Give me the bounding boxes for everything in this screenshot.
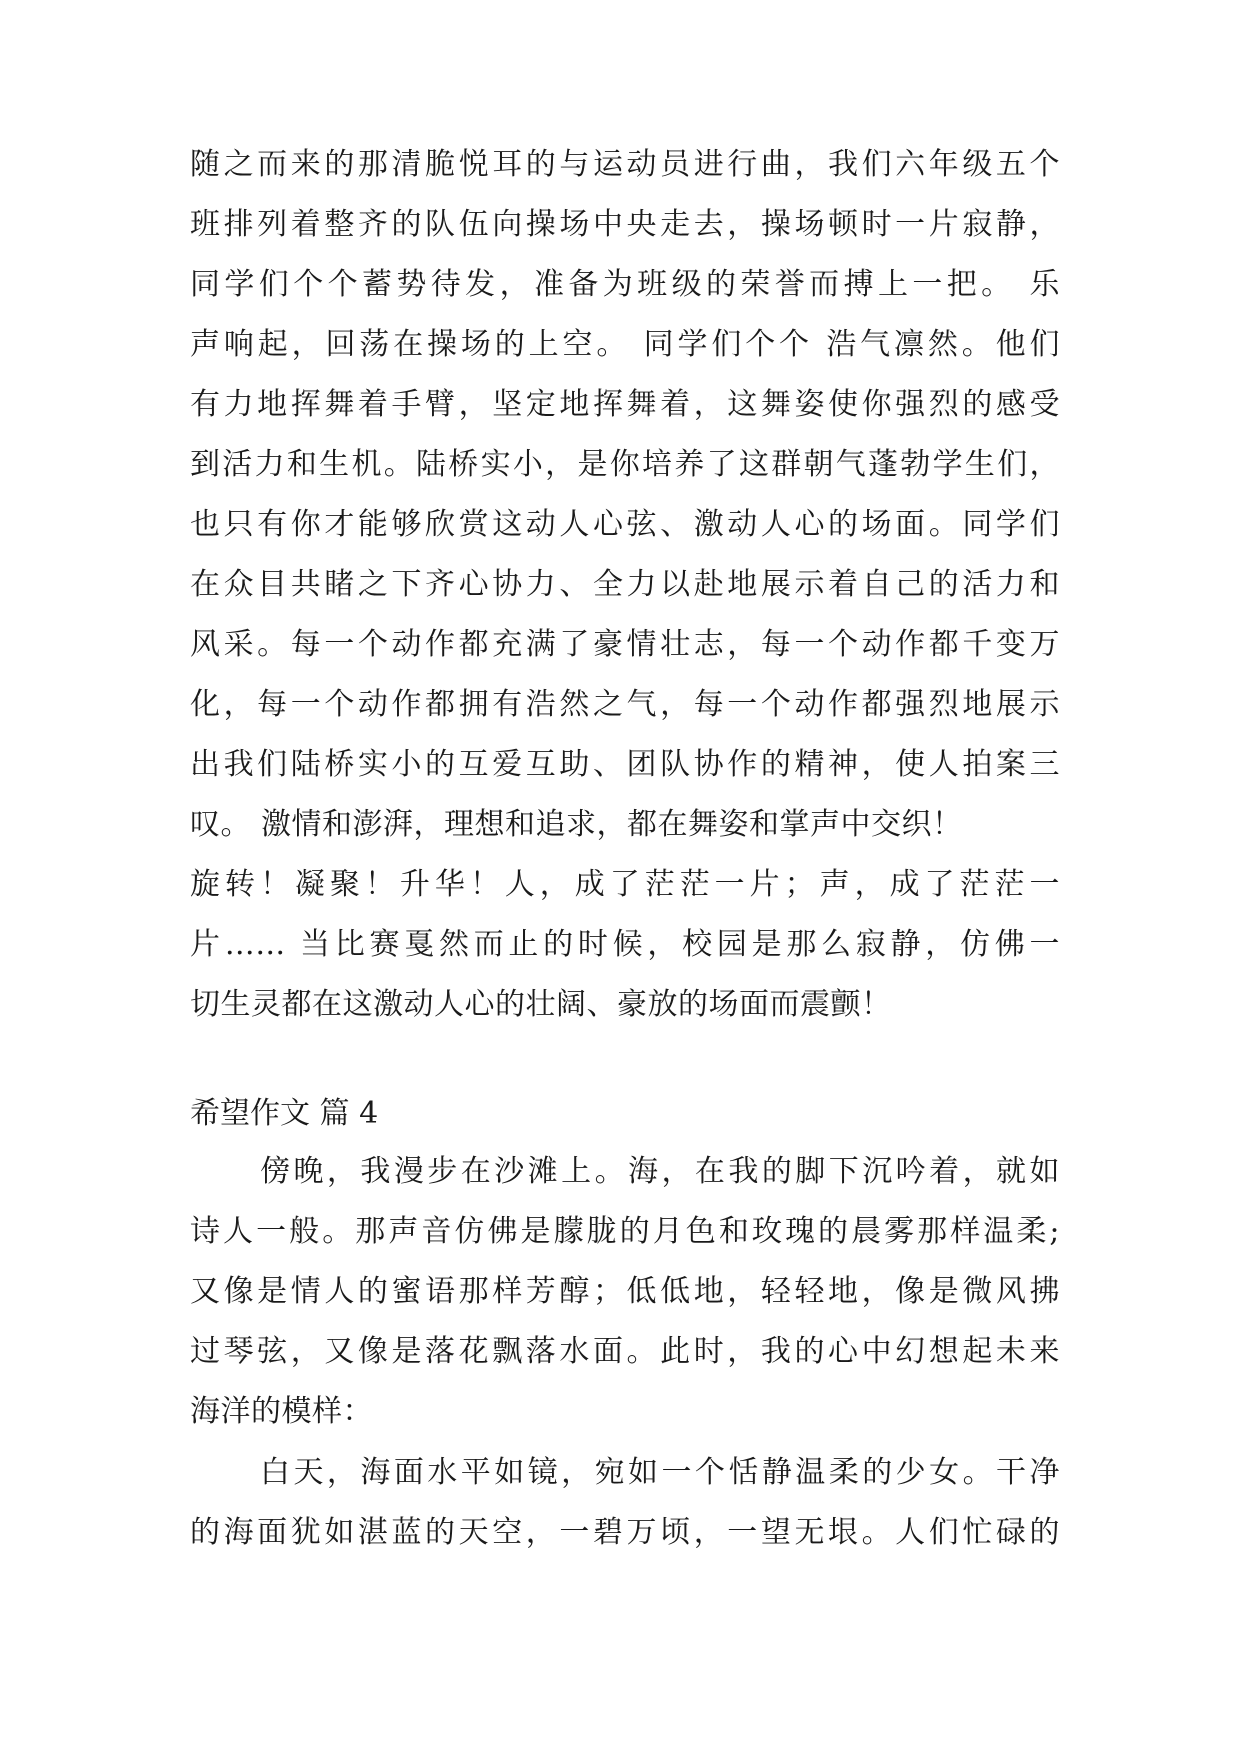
text-line: 到活力和生机。陆桥实小，是你培养了这群朝气蓬勃学生们，	[190, 447, 1060, 482]
section-heading: 希望作文 篇 4	[190, 1096, 379, 1131]
text-line: 海洋的模样：	[190, 1394, 373, 1429]
text-line: 片…… 当比赛戛然而止的时候，校园是那么寂静，仿佛一	[190, 927, 1060, 962]
text-line: 声响起，回荡在操场的上空。 同学们个个 浩气凛然。他们	[190, 327, 1060, 362]
text-line: 切生灵都在这激动人心的壮阔、豪放的场面而震颤！	[190, 987, 892, 1022]
text-line: 班排列着整齐的队伍向操场中央走去，操场顿时一片寂静，	[190, 207, 1060, 242]
text-line: 随之而来的那清脆悦耳的与运动员进行曲，我们六年级五个	[190, 147, 1060, 182]
paragraph-beach	[190, 1142, 1060, 1442]
text-line: 又像是情人的蜜语那样芳醇；低低地，轻轻地，像是微风拂	[190, 1274, 1060, 1309]
text-line: 出我们陆桥实小的互爱互助、团队协作的精神，使人拍案三	[190, 747, 1060, 782]
text-line: 叹。 激情和澎湃，理想和追求，都在舞姿和掌声中交织！	[190, 807, 963, 842]
continued-paragraph	[190, 135, 1060, 1035]
paragraph-daytime-sea	[190, 1443, 1060, 1563]
text-line: 白天，海面水平如镜，宛如一个恬静温柔的少女。干净	[260, 1455, 1060, 1490]
text-line: 有力地挥舞着手臂，坚定地挥舞着，这舞姿使你强烈的感受	[190, 387, 1060, 422]
text-line: 旋转！凝聚！升华！人，成了茫茫一片；声，成了茫茫一	[190, 867, 1060, 902]
text-line: 傍晚，我漫步在沙滩上。海，在我的脚下沉吟着，就如	[260, 1154, 1060, 1189]
text-line: 的海面犹如湛蓝的天空，一碧万顷，一望无垠。人们忙碌的	[190, 1515, 1060, 1550]
text-line: 风采。每一个动作都充满了豪情壮志，每一个动作都千变万	[190, 627, 1060, 662]
text-line: 化，每一个动作都拥有浩然之气，每一个动作都强烈地展示	[190, 687, 1060, 722]
text-line: 过琴弦，又像是落花飘落水面。此时，我的心中幻想起未来	[190, 1334, 1060, 1369]
text-line: 在众目共睹之下齐心协力、全力以赴地展示着自己的活力和	[190, 567, 1060, 602]
text-line: 同学们个个蓄势待发，准备为班级的荣誉而搏上一把。 乐	[190, 267, 1060, 302]
text-line: 诗人一般。那声音仿佛是朦胧的月色和玫瑰的晨雾那样温柔;	[190, 1214, 1060, 1249]
text-line: 也只有你才能够欣赏这动人心弦、激动人心的场面。同学们	[190, 507, 1060, 542]
